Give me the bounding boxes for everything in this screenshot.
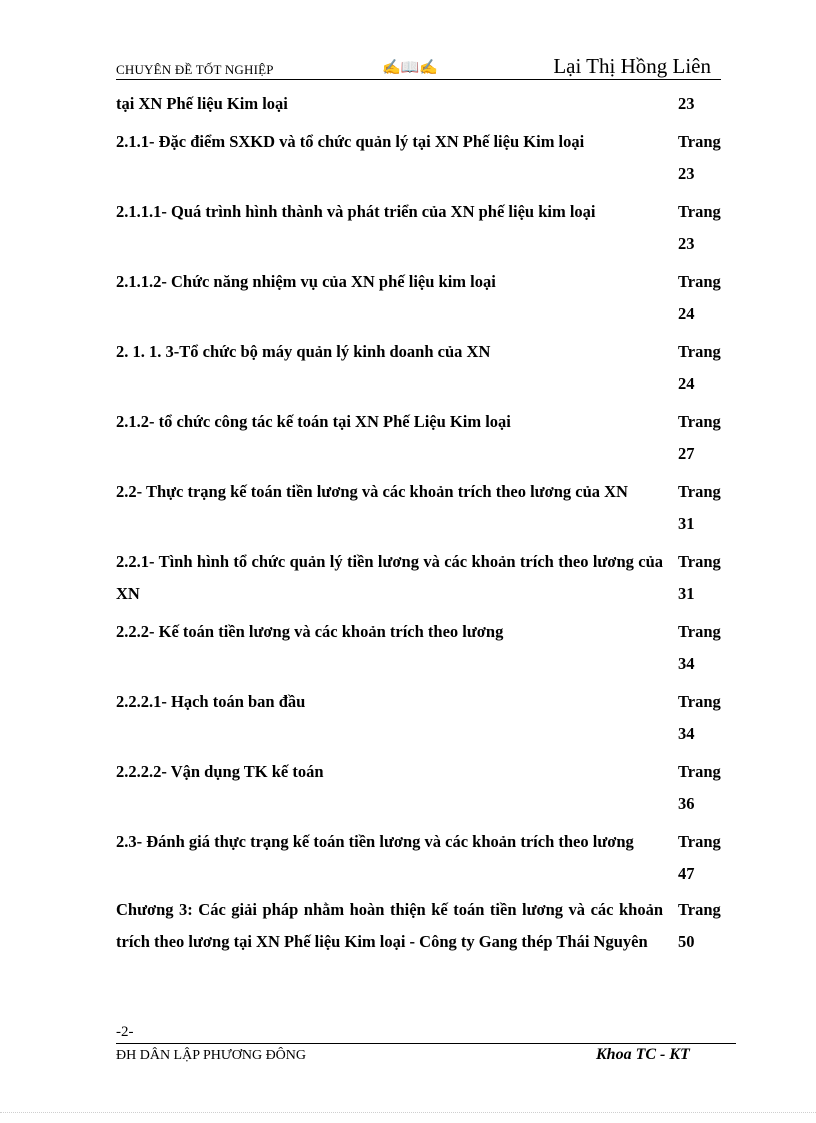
toc-entry-page: Trang 27 <box>678 412 721 463</box>
page-edge-divider <box>0 1112 816 1113</box>
toc-entry <box>116 266 736 330</box>
toc-entry-title: 2.2- Thực trạng kế toán tiền lương và các khoản trích theo lương của XN <box>116 482 628 501</box>
page-number: -2- <box>116 1024 134 1040</box>
toc-entry <box>116 88 736 120</box>
toc-entry-title: 2.2.2- Kế toán tiền lương và các khoản trích theo lương <box>116 622 504 641</box>
toc-entry-page: Trang 36 <box>678 762 721 813</box>
toc-entry <box>116 826 736 890</box>
toc-entry <box>116 336 736 400</box>
toc-entry-title: 2.1.1.2- Chức năng nhiệm vụ của XN phế liệu kim loại <box>116 272 496 291</box>
toc-entry-page: Trang 50 <box>678 900 721 951</box>
toc-entry <box>116 894 736 958</box>
toc-entry-page: Trang 47 <box>678 832 721 883</box>
toc-entry-page: Trang 34 <box>678 622 721 673</box>
toc-entry-title: 2.2.1- Tình hình tổ chức quản lý tiền lương và các khoản trích theo lương của XN <box>116 552 663 603</box>
toc-entry-title: 2.1.1.1- Quá trình hình thành và phát triển của XN phế liệu kim loại <box>116 202 596 221</box>
toc-entry-title: 2.1.1- Đặc điểm SXKD và tổ chức quản lý tại XN Phế liệu Kim loại <box>116 132 585 151</box>
footer-institution: ĐH DÂN LẬP PHƯƠNG ĐÔNG <box>116 1048 307 1063</box>
toc-entry-page: Trang 31 <box>678 482 721 533</box>
toc-entry-page: Trang 23 <box>678 132 721 183</box>
toc-entry-page: Trang 24 <box>678 342 721 393</box>
toc-entry-title: 2.1.2- tổ chức công tác kế toán tại XN Phế Liệu Kim loại <box>116 412 511 431</box>
toc-entry <box>116 126 736 190</box>
book-pen-ornament-icon: ✍📖✍ <box>382 60 439 76</box>
toc-entry-title: tại XN Phế liệu Kim loại <box>116 94 288 113</box>
toc-entry <box>116 616 736 680</box>
toc-entry-page: 23 <box>678 94 695 113</box>
toc-entry-page: Trang 24 <box>678 272 721 323</box>
header-author: Lại Thị Hồng Liên <box>553 54 711 78</box>
toc-entry-title: Chương 3: Các giải pháp nhằm hoàn thiện kế toán tiền lương và các khoản trích theo lương tại XN Phế liệu Kim loại - Công ty Gang thép Thái Nguyên <box>116 900 663 951</box>
page-header <box>116 52 721 80</box>
toc-entry-title: 2. 1. 1. 3-Tổ chức bộ máy quản lý kinh doanh của XN <box>116 342 491 361</box>
table-of-contents <box>116 88 736 958</box>
toc-entry-title: 2.3- Đánh giá thực trạng kế toán tiền lương và các khoản trích theo lương <box>116 832 634 851</box>
toc-entry <box>116 756 736 820</box>
toc-entry <box>116 546 736 610</box>
toc-entry-page: Trang 23 <box>678 202 721 253</box>
toc-entry <box>116 476 736 540</box>
toc-entry <box>116 196 736 260</box>
footer-department: Khoa TC - KT <box>596 1046 690 1063</box>
header-title: CHUYÊN ĐỀ TỐT NGHIỆP <box>116 62 274 77</box>
toc-entry <box>116 406 736 470</box>
toc-entry-page: Trang 31 <box>678 552 721 603</box>
toc-entry-title: 2.2.2.2- Vận dụng TK kế toán <box>116 762 324 781</box>
toc-entry-page: Trang 34 <box>678 692 721 743</box>
toc-entry <box>116 686 736 750</box>
footer-divider <box>116 1043 736 1044</box>
toc-entry-title: 2.2.2.1- Hạch toán ban đầu <box>116 692 306 711</box>
